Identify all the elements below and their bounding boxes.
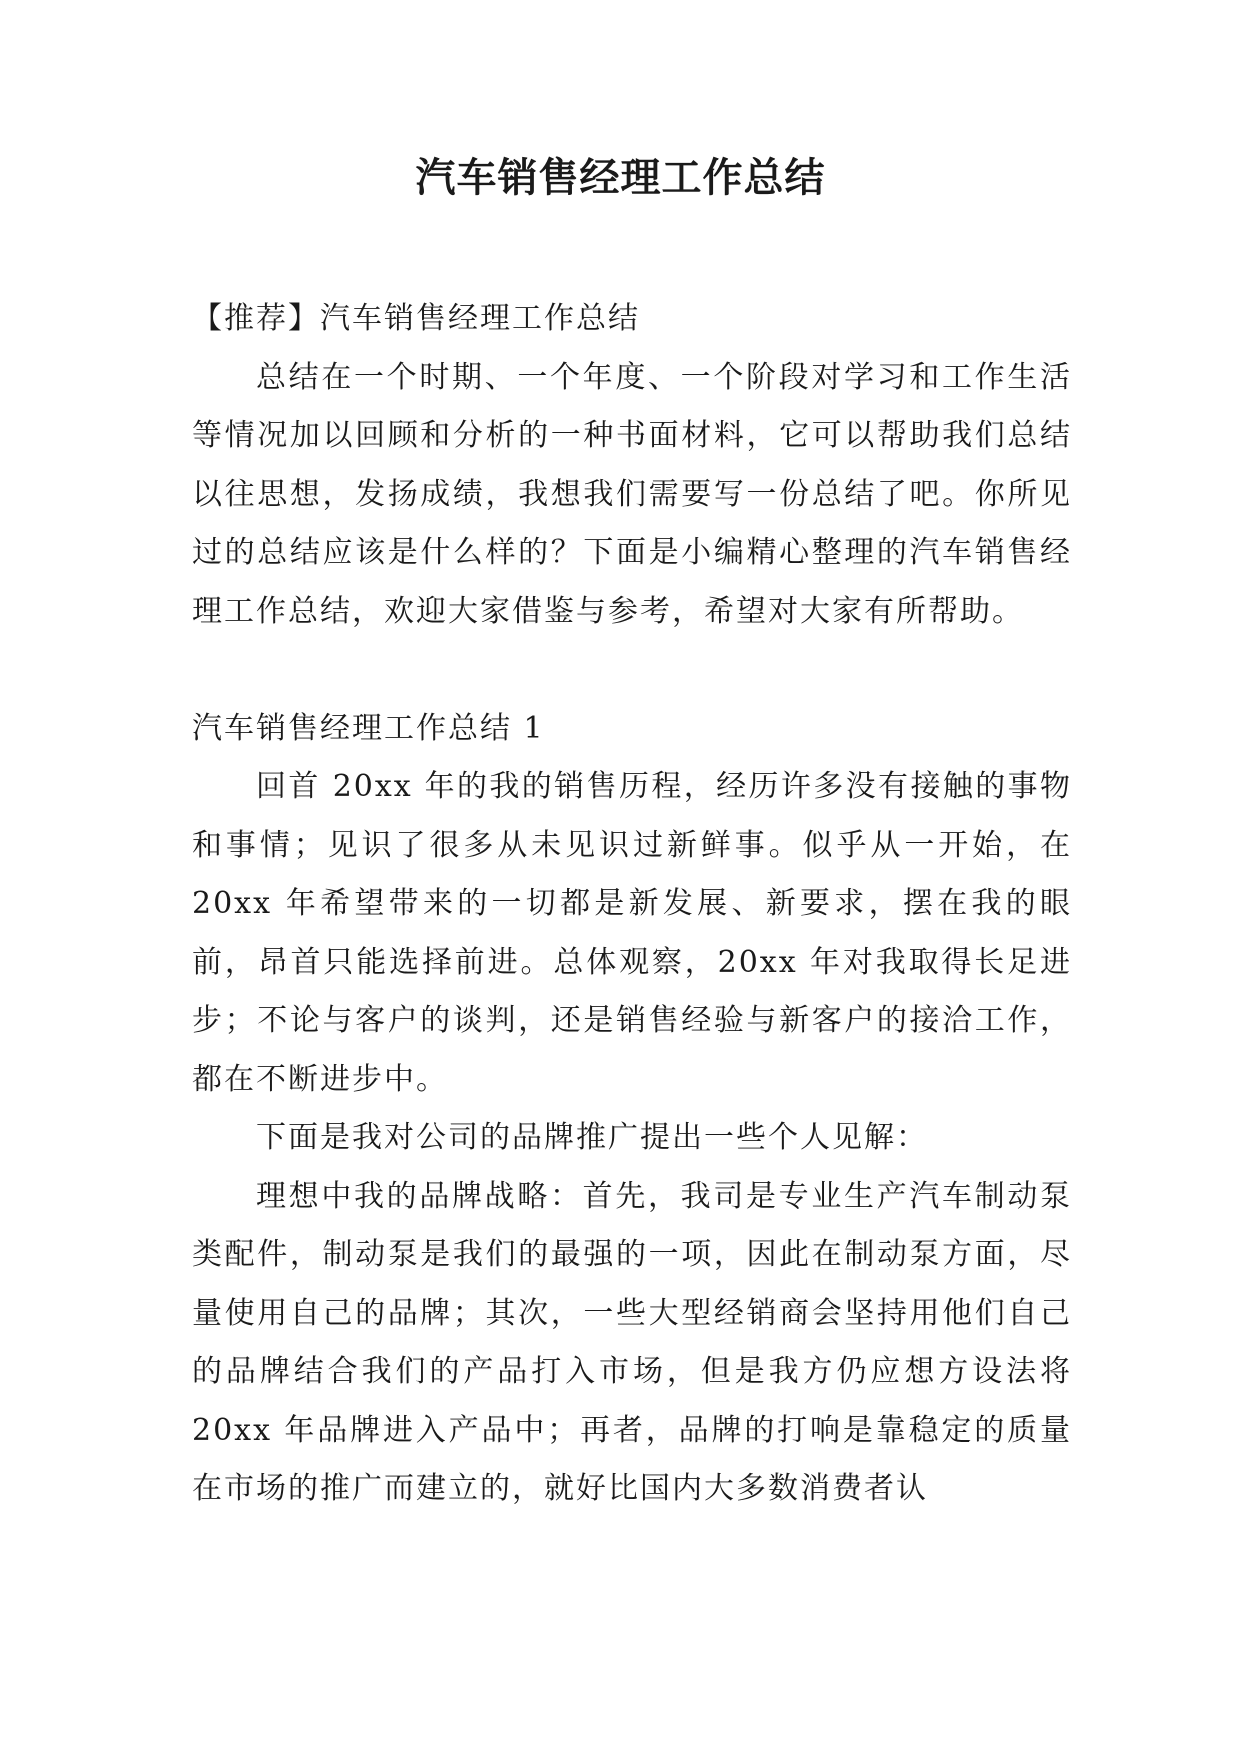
body-paragraph: 回首 20xx 年的我的销售历程，经历许多没有接触的事物和事情；见识了很多从未见识过新鲜事。似乎从一开始，在 20xx 年希望带来的一切都是新发展、新要求，摆在我的眼前，昂首只能选择前进。总体观察，20xx 年对我取得长足进步；不论与客户的谈判，还是销售经验与新客户的接洽工作，都在不断进步中。 xyxy=(192,769,1072,1097)
section-spacer xyxy=(192,641,1072,700)
document-body xyxy=(192,290,1072,1519)
body-paragraph: 理想中我的品牌战略：首先，我司是专业生产汽车制动泵类配件，制动泵是我们的最强的一项，因此在制动泵方面，尽量使用自己的品牌；其次，一些大型经销商会坚持用他们自己的品牌结合我们的产品打入市场，但是我方仍应想方设法将 20xx 年品牌进入产品中；再者，品牌的打响是靠稳定的质量在市场的推广而建立的，就好比国内大多数消费者认 xyxy=(192,1178,1072,1506)
document-title: 汽车销售经理工作总结 xyxy=(415,154,826,201)
body-paragraph: 下面是我对公司的品牌推广提出一些个人见解： xyxy=(256,1120,928,1155)
section-heading: 汽车销售经理工作总结 1 xyxy=(192,710,545,746)
recommend-line: 【推荐】汽车销售经理工作总结 xyxy=(192,301,640,336)
intro-paragraph: 总结在一个时期、一个年度、一个阶段对学习和工作生活等情况加以回顾和分析的一种书面材料，它可以帮助我们总结以往思想，发扬成绩，我想我们需要写一份总结了吧。你所见过的总结应该是什么样的？下面是小编精心整理的汽车销售经理工作总结，欢迎大家借鉴与参考，希望对大家有所帮助。 xyxy=(192,359,1072,629)
